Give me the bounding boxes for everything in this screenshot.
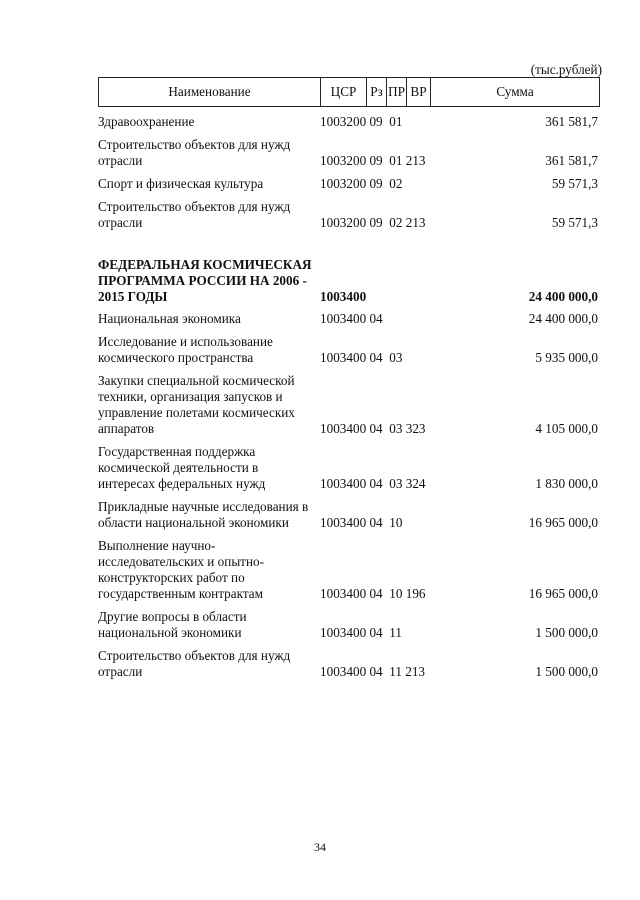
table-row bbox=[98, 137, 600, 169]
row-sum: 16 965 000,0 bbox=[528, 586, 598, 601]
page-number: 34 bbox=[314, 840, 326, 854]
row-name: Строительство объектов для нужд отрасли bbox=[98, 199, 291, 230]
row-codes: 1003400 04 03 323 bbox=[320, 421, 426, 436]
table-row bbox=[98, 114, 600, 130]
table-row bbox=[98, 499, 600, 531]
row-name: Другие вопросы в области национальной экономики bbox=[98, 609, 247, 640]
row-name: Государственная поддержка космической деятельности в интересах федеральных нужд bbox=[98, 444, 266, 491]
row-codes: 1003200 09 01 bbox=[320, 114, 403, 129]
row-sum: 4 105 000,0 bbox=[535, 421, 598, 436]
table-row bbox=[98, 373, 600, 437]
header-csr: ЦСР bbox=[321, 78, 367, 106]
units-label: (тыс.рублей) bbox=[530, 62, 602, 77]
table-row bbox=[98, 444, 600, 492]
row-codes: 1003400 04 03 bbox=[320, 350, 403, 365]
row-name: Спорт и физическая культура bbox=[98, 176, 264, 191]
row-codes: 1003400 04 03 324 bbox=[320, 476, 426, 491]
row-codes: 1003200 09 02 bbox=[320, 176, 403, 191]
row-codes: 1003200 09 02 213 bbox=[320, 215, 426, 230]
row-codes: 1003400 04 bbox=[320, 311, 383, 326]
row-sum: 1 500 000,0 bbox=[535, 664, 598, 679]
row-name: ФЕДЕРАЛЬНАЯ КОСМИЧЕСКАЯ ПРОГРАММА РОССИИ НА 2006 - 2015 ГОДЫ bbox=[98, 257, 312, 304]
row-name: Национальная экономика bbox=[98, 311, 241, 326]
header-sum: Сумма bbox=[496, 84, 534, 99]
header-vr: ВР bbox=[407, 78, 431, 106]
table-row bbox=[98, 538, 600, 602]
row-sum: 24 400 000,0 bbox=[528, 289, 598, 304]
table-row bbox=[98, 176, 600, 192]
row-sum: 24 400 000,0 bbox=[528, 311, 598, 326]
row-name: Строительство объектов для нужд отрасли bbox=[98, 137, 291, 168]
row-name: Здравоохранение bbox=[98, 114, 195, 129]
row-codes: 1003400 04 10 bbox=[320, 515, 403, 530]
row-name: Исследование и использование космического пространства bbox=[98, 334, 273, 365]
table-row bbox=[98, 199, 600, 231]
header-rz: Рз bbox=[367, 78, 387, 106]
budget-table-body bbox=[98, 114, 600, 680]
row-sum: 1 500 000,0 bbox=[535, 625, 598, 640]
row-name: Прикладные научные исследования в области национальной экономики bbox=[98, 499, 309, 530]
header-name: Наименование bbox=[99, 78, 321, 106]
row-name: Выполнение научно-исследовательских и опытно-конструкторских работ по государственным контрактам bbox=[98, 538, 264, 601]
row-sum: 16 965 000,0 bbox=[528, 515, 598, 530]
row-sum: 5 935 000,0 bbox=[535, 350, 598, 365]
row-sum: 361 581,7 bbox=[545, 114, 598, 129]
row-codes: 1003400 04 11 213 bbox=[320, 664, 426, 679]
row-sum: 59 571,3 bbox=[551, 215, 598, 230]
table-row bbox=[98, 609, 600, 641]
row-codes: 1003400 04 10 196 bbox=[320, 586, 426, 601]
row-sum: 59 571,3 bbox=[551, 176, 598, 191]
row-codes: 1003400 bbox=[320, 289, 367, 304]
table-header bbox=[98, 77, 600, 107]
header-pr: ПР bbox=[387, 78, 407, 106]
table-row-program bbox=[98, 257, 600, 305]
row-codes: 1003400 04 11 bbox=[320, 625, 402, 640]
row-codes: 1003200 09 01 213 bbox=[320, 153, 426, 168]
table-row bbox=[98, 648, 600, 680]
row-name: Строительство объектов для нужд отрасли bbox=[98, 648, 291, 679]
row-sum: 1 830 000,0 bbox=[535, 476, 598, 491]
row-name: Закупки специальной космической техники, организация запусков и управление полетами космических аппаратов bbox=[98, 373, 295, 436]
table-row bbox=[98, 334, 600, 366]
table-row bbox=[98, 311, 600, 327]
row-sum: 361 581,7 bbox=[545, 153, 598, 168]
